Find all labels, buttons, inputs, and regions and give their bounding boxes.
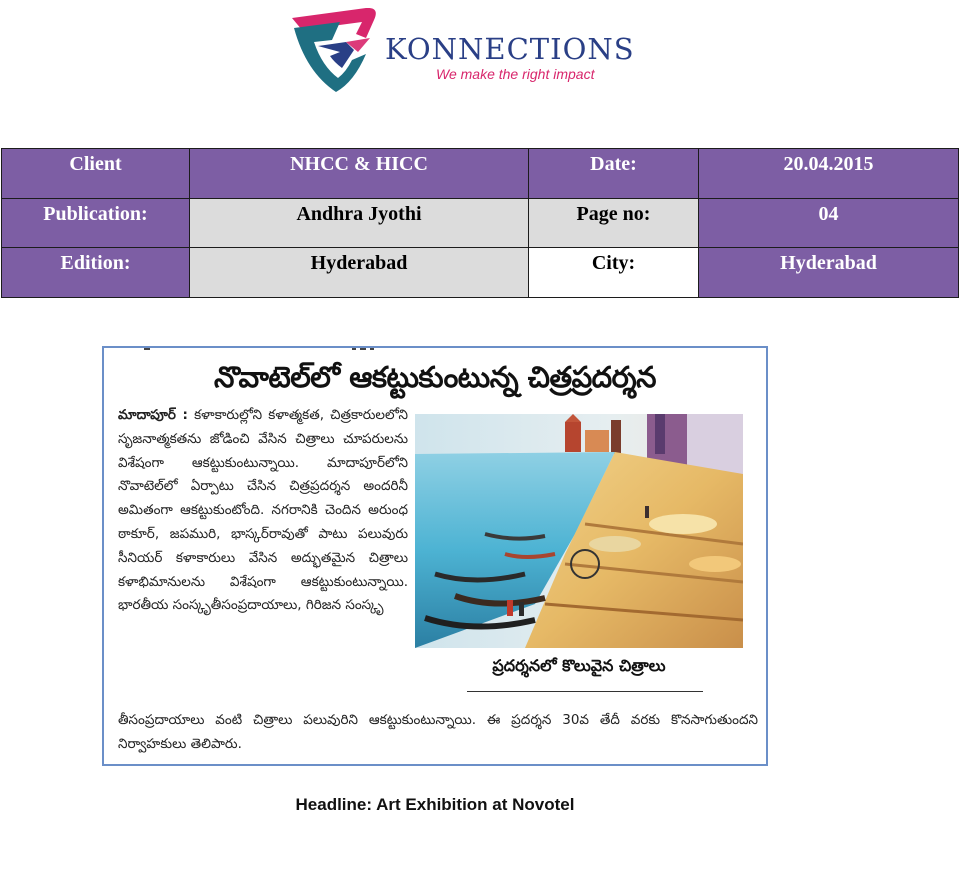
table-row (2, 248, 959, 298)
cut-text-residue (134, 346, 734, 352)
table-row (2, 149, 959, 199)
clipping-dateline: మాదాపూర్ : (118, 407, 188, 423)
english-headline: Headline: Art Exhibition at Novotel (295, 795, 575, 814)
date-value: 20.04.2015 (699, 149, 959, 199)
city-value: Hyderabad (699, 248, 959, 298)
client-value: NHCC & HICC (190, 149, 529, 199)
brand-logo (288, 8, 668, 92)
edition-label: Edition: (2, 248, 190, 298)
newspaper-clipping (102, 346, 768, 766)
photo-caption: ప్రదర్శనలో కొలువైన చిత్రాలు (492, 656, 666, 675)
clipping-info-table (1, 148, 959, 298)
painting-photo (415, 414, 743, 648)
watercolor-painting-image (415, 414, 743, 648)
caption-rule (467, 691, 703, 692)
table-row (2, 198, 959, 248)
clipping-body (118, 404, 408, 618)
page-value: 04 (699, 198, 959, 248)
brand-tagline: We make the right impact (436, 66, 595, 82)
clipping-body-continued: తీసంప్రదాయాలు వంటి చిత్రాలు పలువురిని ఆకట్టుకుంటున్నాయి. ఈ ప్రదర్శన 30వ తేదీ వరకు కొనసాగుతుందని నిర్వాహకులు తెలిపారు. (118, 712, 758, 752)
konnections-logo-icon (288, 8, 384, 92)
publication-value: Andhra Jyothi (190, 198, 529, 248)
publication-label: Publication: (2, 198, 190, 248)
page-label: Page no: (529, 198, 699, 248)
city-label: City: (529, 248, 699, 298)
clipping-body-text: కళాకారుల్లోని కళాత్మకత, చిత్రకారులలోని సృజనాత్మకతను జోడించి వేసిన చిత్రాలు చూపరులను విశేషంగా ఆకట్టుకుంటున్నాయి. మాదాపూర్‌లోని నొవాటెల్‌లో ఏర్పాటు చేసిన చిత్రప్రదర్శన అందరినీ అమితంగా ఆకట్టుకుంటోంది. నగరానికి చెందిన అరుంధ ఠాకూర్, జపమురి, భాస్కర్‌రావుతో పాటు పలువురు సీనియర్ కళాకారులు వేసిన అద్భుతమైన చిత్రాలు కళాభిమానులను విశేషంగా ఆకట్టుకుంటున్నాయి. భారతీయ సంస్కృతీసంప్రదాయాలు, గిరిజన సంస్కృ (118, 407, 408, 614)
edition-value: Hyderabad (190, 248, 529, 298)
clipping-headline: నొవాటెల్‌లో ఆకట్టుకుంటున్న చిత్రప్రదర్శన (214, 360, 656, 394)
client-label: Client (2, 149, 190, 199)
brand-name: KONNECTIONS (385, 32, 635, 66)
date-label: Date: (529, 149, 699, 199)
